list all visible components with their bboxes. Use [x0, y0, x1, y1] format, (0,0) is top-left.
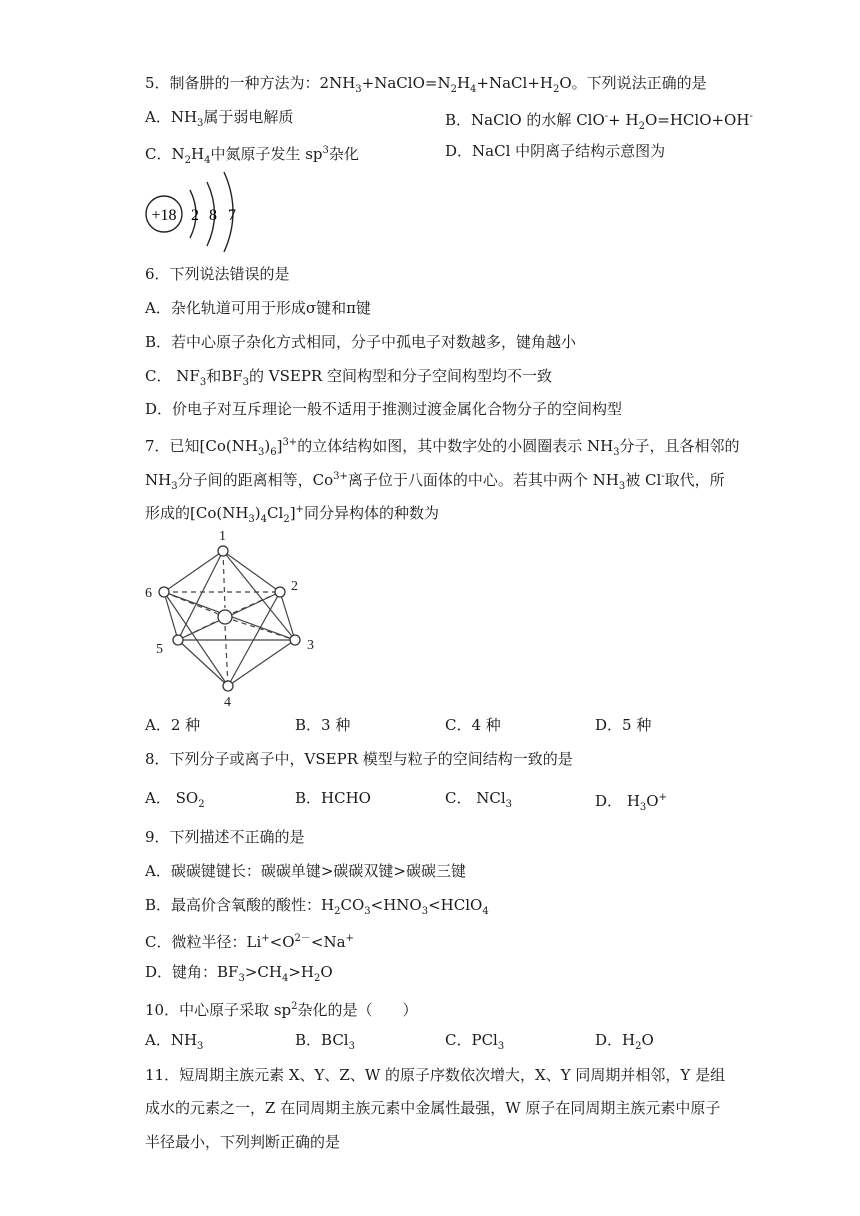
q11-stem-line3: 半径最小，下列判断正确的是 [145, 1133, 341, 1151]
vertex-1-circle [218, 546, 228, 556]
q8-option-a: A． $SO_2$ [145, 789, 205, 810]
q7-option-c: C．4 种 [445, 716, 501, 734]
octahedron-structure-diagram [140, 528, 325, 710]
q10-option-a: A．$NH_3$ [145, 1031, 204, 1052]
q5-option-b: B．NaClO 的水解 $ClO^-+ H_2O=HClO+OH^-$ [445, 111, 753, 132]
q9-option-b: B．最高价含氧酸的酸性：$H_2CO_3<HNO_3<HClO_4$ [145, 896, 489, 917]
q8-option-d: D． $H_3O^+$ [595, 792, 667, 813]
vertex-3-label: 3 [307, 638, 314, 653]
vertex-4-label: 4 [224, 695, 231, 710]
nucleus-label: +18 [151, 207, 177, 224]
q9-option-c: C．微粒半径：$Li^+<O^{2-}<Na^+$ [145, 933, 354, 951]
chloride-ion-structure-diagram [140, 168, 250, 252]
q6-option-c: C． $NF_3$和$BF_3$的 VSEPR 空间构型和分子空间构型均不一致 [145, 367, 552, 388]
vertex-2-label: 2 [291, 579, 298, 594]
q7-option-b: B．3 种 [295, 716, 351, 734]
q8-stem: 8．下列分子或离子中，VSEPR 模型与粒子的空间结构一致的是 [145, 750, 573, 768]
q6-option-b: B．若中心原子杂化方式相同，分子中孤电子对数越多，键角越小 [145, 333, 577, 351]
q11-stem-line1: 11．短周期主族元素 X、Y、Z、W 的原子序数依次增大，X、Y 同周期并相邻，Y 是组 [145, 1066, 726, 1084]
q9-option-d: D．键角：$BF_3>CH_4>H_2O$ [145, 963, 333, 984]
vertex-4-circle [223, 681, 233, 691]
vertex-6-circle [159, 587, 169, 597]
vertex-1-label: 1 [219, 529, 226, 544]
q9-stem: 9．下列描述不正确的是 [145, 828, 305, 846]
q5-option-a: A．$NH_3$属于弱电解质 [145, 108, 294, 129]
q10-option-d: D．$H_2O$ [595, 1031, 654, 1052]
vertex-3-circle [290, 635, 300, 645]
center-co-circle [218, 610, 232, 624]
vertex-5-label: 5 [156, 642, 163, 657]
vertex-2-circle [275, 587, 285, 597]
vertex-5-circle [173, 635, 183, 645]
q10-option-c: C．PCl$_3$ [445, 1031, 505, 1052]
q6-option-a: A．杂化轨道可用于形成σ键和π键 [145, 299, 371, 317]
q5-option-c: C．$N_2H_4$中氮原子发生 $sp^3$杂化 [145, 145, 359, 166]
q8-option-b: B．HCHO [295, 789, 371, 807]
q5-stem: 5．制备肼的一种方法为：$2NH_3+NaClO=N_2H_4+NaCl+H_2O$。下列说法正确的是 [145, 74, 707, 95]
q8-option-c: C． NCl$_3$ [445, 789, 513, 810]
q10-stem: 10．中心原子采取 $sp^2$杂化的是（ ） [145, 1001, 418, 1019]
q7-stem-line3: 形成的$[Co(NH_3)_4Cl_2]^+$同分异构体的种数为 [145, 504, 439, 525]
q11-stem-line2: 成水的元素之一，Z 在同周期主族元素中金属性最强，W 原子在同周期主族元素中原子 [145, 1099, 721, 1117]
q10-option-b: B．BCl$_3$ [295, 1031, 355, 1052]
vertex-6-label: 6 [145, 586, 152, 601]
q6-option-d: D．价电子对互斥理论一般不适用于推测过渡金属化合物分子的空间构型 [145, 400, 623, 418]
q6-stem: 6．下列说法错误的是 [145, 265, 290, 283]
q9-option-a: A．碳碳键键长：碳碳单键>碳碳双键>碳碳三键 [145, 862, 466, 880]
shell-3-count: 7 [228, 207, 236, 224]
q7-option-d: D．5 种 [595, 716, 652, 734]
shell-2-count: 8 [209, 207, 217, 224]
shell-1-count: 2 [191, 207, 199, 224]
q5-option-d: D．NaCl 中阴离子结构示意图为 [445, 142, 666, 160]
q7-stem-line1: 7．已知$[Co(NH_3)_6]^{3+}$的立体结构如图，其中数字处的小圆圈表示 $NH_3$分子，且各相邻的 [145, 437, 740, 458]
q7-option-a: A．2 种 [145, 716, 201, 734]
q7-stem-line2: $NH_3$分子间的距离相等，$Co^{3+}$离子位于八面体的中心。若其中两个 $NH_3$被 Cl-取代，所 [145, 471, 725, 492]
